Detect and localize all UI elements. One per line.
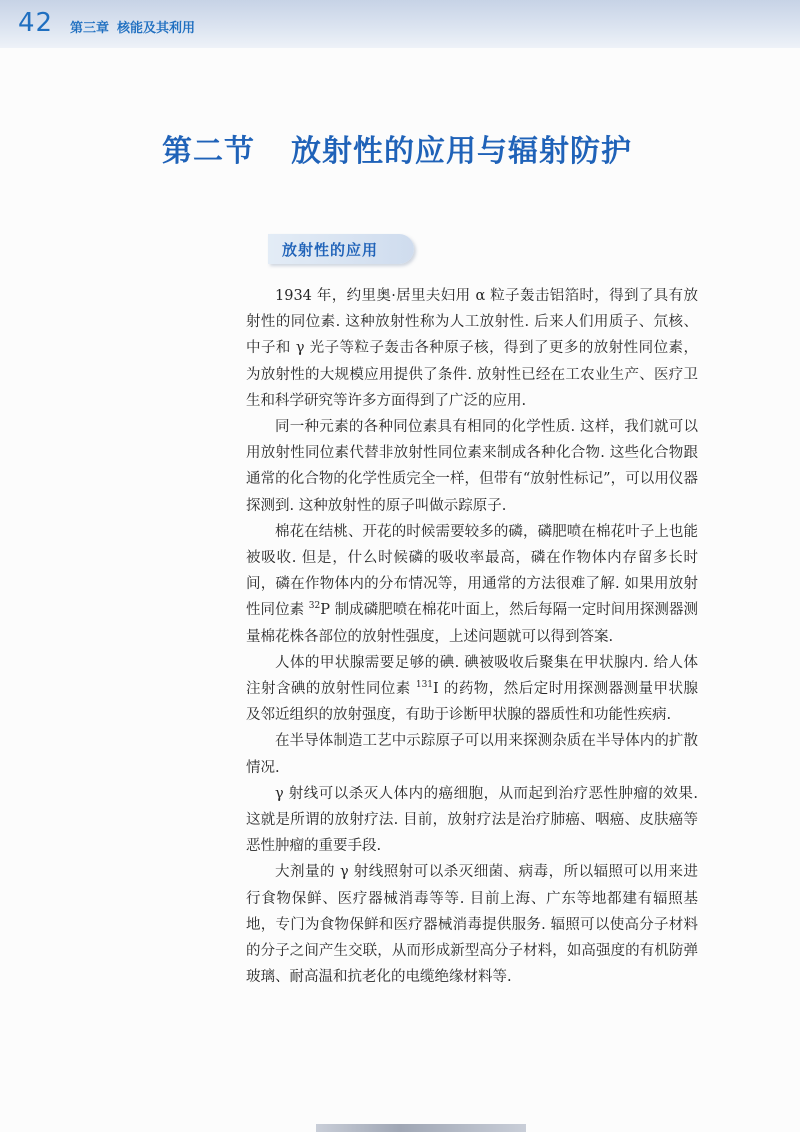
- paragraph-3-text-b: P 制成磷肥喷在棉花叶面上，然后每隔一定时间用探测器测量棉花株各部位的放射性强度，上述问题就可以得到答案.: [246, 602, 698, 645]
- page-header: [0, 0, 800, 48]
- subheading-text: 放射性的应用: [282, 241, 379, 259]
- subheading-tab: [268, 234, 414, 264]
- section-number: 第二节: [162, 134, 255, 169]
- paragraph-4: [246, 650, 698, 729]
- section-title-text: 放射性的应用与辐射防护: [291, 134, 632, 169]
- paragraph-4-text-b: I 的药物，然后定时用探测器测量甲状腺及邻近组织的放射强度，有助于诊断甲状腺的器质性和功能性疾病.: [246, 681, 698, 724]
- paragraph-2: 同一种元素的各种同位素具有相同的化学性质. 这样，我们就可以用放射性同位素代替非放射性同位素来制成各种化合物. 这些化合物跟通常的化合物的化学性质完全一样，但带有“放射性标记”，可以用仪器探测到. 这种放射性的原子叫做示踪原子.: [246, 419, 698, 514]
- body-text: [246, 283, 698, 990]
- chapter-number: 第三章: [70, 21, 110, 36]
- paragraph-1: 1934 年，约里奥·居里夫妇用 α 粒子轰击铝箔时，得到了具有放射性的同位素. 这种放射性称为人工放射性. 后来人们用质子、氘核、中子和 γ 光子等粒子轰击各种原子核，得到了更多的放射性同位素，为放射性的大规模应用提供了条件. 放射性已经在工农业生产、医疗卫生和科学研究等许多方面得到了广泛的应用.: [246, 288, 698, 409]
- paragraph-3: [246, 519, 698, 650]
- isotope-mass-number-i131: 131: [415, 680, 434, 691]
- page-bottom-bar: [316, 1124, 526, 1132]
- section-title: [162, 126, 632, 170]
- paragraph-3-text-a: 棉花在结桃、开花的时候需要较多的磷，磷肥喷在棉花叶子上也能被吸收. 但是，什么时候磷的吸收率最高，磷在作物体内存留多长时间，磷在作物体内的分布情况等，用通常的方法很难了解. 如果用放射性同位素: [246, 523, 698, 619]
- paragraph-4-text-a: 人体的甲状腺需要足够的碘. 碘被吸收后聚集在甲状腺内. 给人体注射含碘的放射性同位素: [246, 654, 698, 698]
- paragraph-6: γ 射线可以杀灭人体内的癌细胞，从而起到治疗恶性肿瘤的效果. 这就是所谓的放射疗法. 目前，放射疗法是治疗肺癌、咽癌、皮肤癌等恶性肿瘤的重要手段.: [246, 785, 698, 855]
- chapter-title: 核能及其利用: [117, 21, 196, 36]
- chapter-label: [70, 17, 203, 36]
- page-number: 42: [18, 8, 54, 38]
- paragraph-7: 大剂量的 γ 射线照射可以杀灭细菌、病毒，所以辐照可以用来进行食物保鲜、医疗器械消毒等等. 目前上海、广东等地都建有辐照基地，专门为食物保鲜和医疗器械消毒提供服务. 辐照可以使高分子材料的分子之间产生交联，从而形成新型高分子材料，如高强度的有机防弹玻璃、耐高温和抗老化的电缆绝缘材料等.: [246, 864, 698, 986]
- isotope-mass-number-p32: 32: [308, 601, 321, 612]
- paragraph-5: 在半导体制造工艺中示踪原子可以用来探测杂质在半导体内的扩散情况.: [246, 733, 698, 776]
